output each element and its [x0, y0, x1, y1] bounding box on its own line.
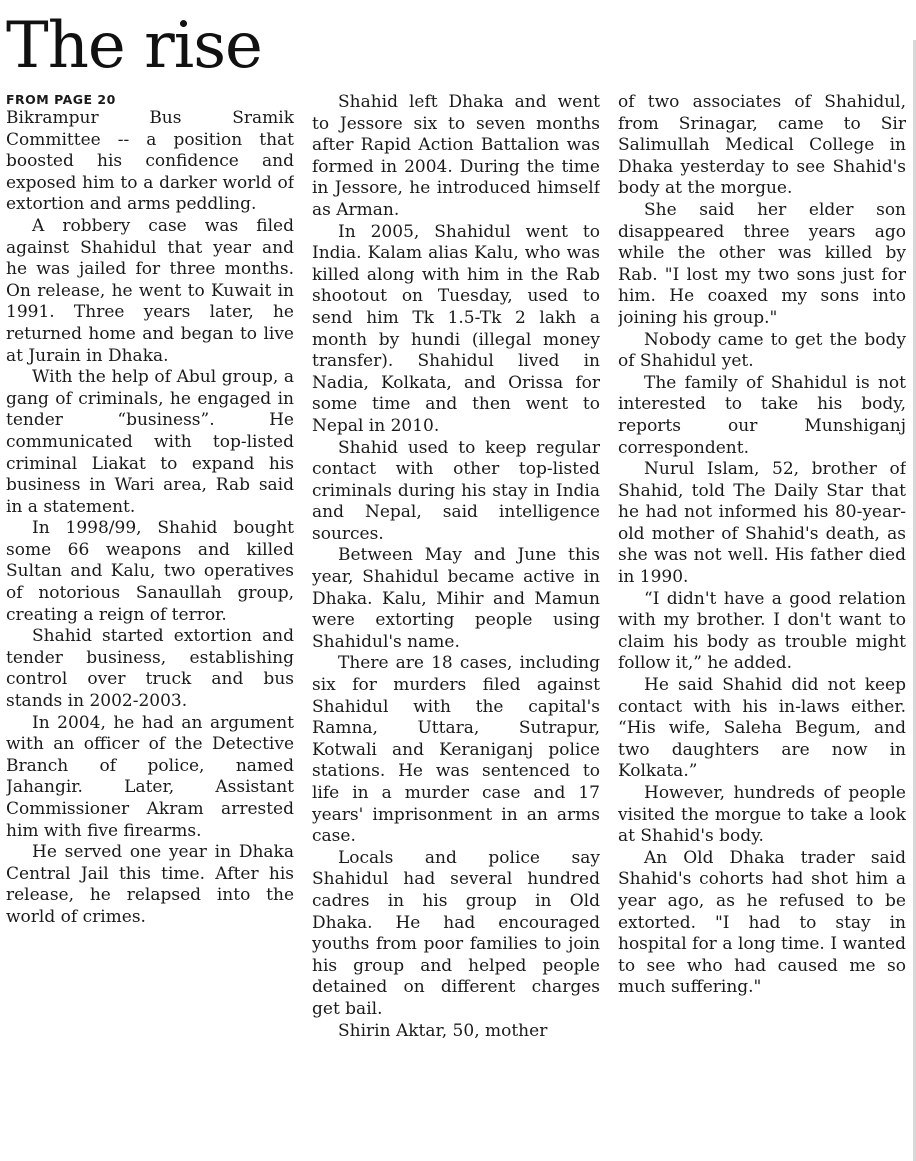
paragraph: In 1998/99, Shahid bought some 66 weapons and killed Sultan and Kalu, two operatives of notorious Sanaullah group, creating a reign of terror. [6, 518, 294, 625]
article-columns [6, 92, 906, 1161]
paragraph: A robbery case was filed against Shahidul that year and he was jailed for three months. On release, he went to Kuwait in 1991. Three years later, he returned home and began to live at Jurain in Dhaka. [6, 215, 294, 366]
paragraph: In 2005, Shahidul went to India. Kalam alias Kalu, who was killed along with him in the Rab shootout on Tuesday, used to send him Tk 1.5-Tk 2 lakh a month by hundi (illegal money transfer). Shahidul lived in Nadia, Kolkata, and Orissa for some time and then went to Nepal in 2010. [312, 221, 600, 436]
paragraph: Bikrampur Bus Sramik Committee -- a position that boosted his confidence and exposed him to a darker world of extortion and arms peddling. [6, 108, 294, 215]
paragraph: Shahid used to keep regular contact with other top-listed criminals during his stay in India and Nepal, said intelligence sources. [312, 437, 600, 544]
paragraph: The family of Shahidul is not interested to take his body, reports our Munshiganj correspondent. [618, 372, 906, 458]
paragraph: He said Shahid did not keep contact with his in-laws either. “His wife, Saleha Begum, and two daughters are now in Kolkata.” [618, 675, 906, 782]
paragraph: She said her elder son disappeared three years ago while the other was killed by Rab. "I lost my two sons just for him. He coaxed my sons into joining his group." [618, 199, 906, 328]
paragraph: There are 18 cases, including six for murders filed against Shahidul with the capital's Ramna, Uttara, Sutrapur, Kotwali and Keraniganj police stations. He was sentenced to life in a murder case and 17 years' imprisonment in an arms case. [312, 653, 600, 847]
paragraph: In 2004, he had an argument with an officer of the Detective Branch of police, named Jahangir. Later, Assistant Commissioner Akram arrested him with five firearms. [6, 712, 294, 841]
paragraph: Locals and police say Shahidul had several hundred cadres in his group in Old Dhaka. He had encouraged youths from poor families to join his group and helped people detained on different charges get bail. [312, 847, 600, 1019]
paragraph: Between May and June this year, Shahidul became active in Dhaka. Kalu, Mihir and Mamun were extorting people using Shahidul's name. [312, 545, 600, 652]
column-3 [618, 92, 906, 1161]
headline: The rise [6, 9, 262, 83]
paragraph: Shirin Aktar, 50, mother [338, 1020, 548, 1041]
continuation-kicker: FROM PAGE 20 [6, 92, 116, 107]
paragraph: An Old Dhaka trader said Shahid's cohorts had shot him a year ago, as he refused to be extorted. "I had to stay in hospital for a long time. I wanted to see who had caused me so much suffering." [618, 847, 906, 998]
paragraph: of two associates of Shahidul, from Srinagar, came to Sir Salimullah Medical College in Dhaka yesterday to see Shahid's body at the morgue. [618, 92, 906, 199]
paragraph: Nobody came to get the body of Shahidul yet. [618, 329, 906, 372]
paragraph: He served one year in Dhaka Central Jail this time. After his release, he relapsed into the world of crimes. [6, 842, 294, 927]
paragraph: Nurul Islam, 52, brother of Shahid, told The Daily Star that he had not informed his 80-year-old mother of Shahid's death, as she was not well. His father died in 1990. [618, 459, 906, 588]
column-1 [6, 92, 294, 1161]
paragraph: Shahid left Dhaka and went to Jessore six to seven months after Rapid Action Battalion was formed in 2004. During the time in Jessore, he introduced himself as Arman. [312, 92, 600, 220]
paragraph: However, hundreds of people visited the morgue to take a look at Shahid's body. [618, 783, 906, 847]
paragraph: With the help of Abul group, a gang of criminals, he engaged in tender “business”. He communicated with top-listed criminal Liakat to expand his business in Wari area, Rab said in a statement. [6, 367, 294, 517]
paragraph: “I didn't have a good relation with my brother. I don't want to claim his body as trouble might follow it,” he added. [618, 588, 906, 674]
column-2 [312, 92, 600, 1161]
paragraph: Shahid started extortion and tender business, establishing control over truck and bus stands in 2002-2003. [6, 626, 294, 712]
